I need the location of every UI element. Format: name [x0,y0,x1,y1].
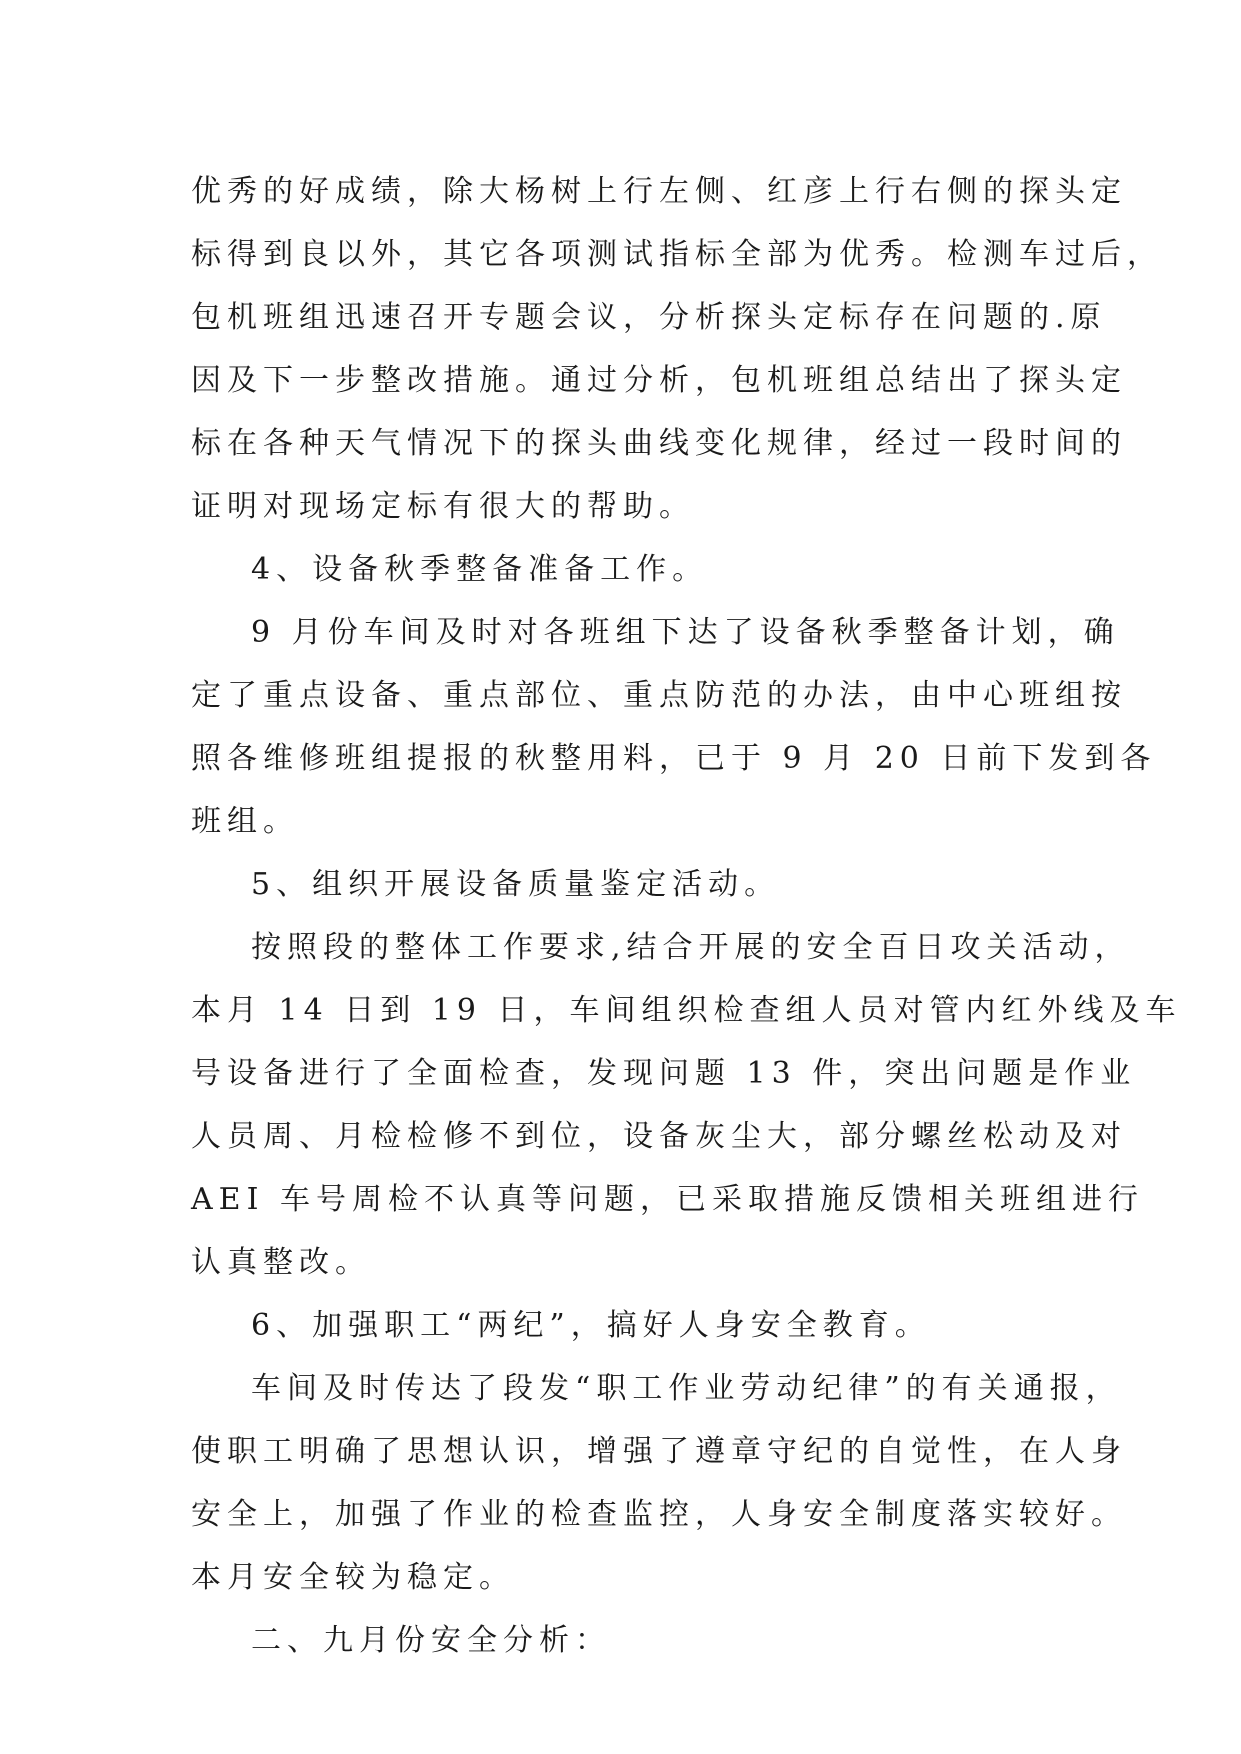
text-line: 6、加强职工“两纪”，搞好人身安全教育。 [251,1308,931,1343]
text-line: 安全上，加强了作业的检查监控，人身安全制度落实较好。 [191,1497,1127,1532]
document-body [191,160,1182,1672]
text-line: 按照段的整体工作要求,结合开展的安全百日攻关活动， [251,930,1131,965]
text-line: 定了重点设备、重点部位、重点防范的办法，由中心班组按 [191,678,1127,713]
text-line: 优秀的好成绩，除大杨树上行左侧、红彦上行右侧的探头定 [191,174,1127,209]
text-line: 本月安全较为稳定。 [191,1560,515,1595]
text-line: 9 月份车间及时对各班组下达了设备秋季整备计划，确 [251,615,1120,650]
text-line: 照各维修班组提报的秋整用料，已于 9 月 20 日前下发到各 [191,741,1157,776]
text-line: 二、九月份安全分析： [251,1623,611,1658]
text-line: 号设备进行了全面检查，发现问题 13 件，突出问题是作业 [191,1056,1137,1091]
text-line: 证明对现场定标有很大的帮助。 [191,489,695,524]
text-line: 包机班组迅速召开专题会议，分析探头定标存在问题的.原 [191,300,1107,335]
text-line: AEI 车号周检不认真等问题，已采取措施反馈相关班组进行 [191,1182,1144,1217]
text-line: 4、设备秋季整备准备工作。 [251,552,709,587]
text-line: 认真整改。 [191,1245,371,1280]
text-line: 使职工明确了思想认识，增强了遵章守纪的自觉性，在人身 [191,1434,1127,1469]
text-line: 班组。 [191,804,299,839]
text-line: 人员周、月检检修不到位，设备灰尘大，部分螺丝松动及对 [191,1119,1127,1154]
text-line: 车间及时传达了段发“职工作业劳动纪律”的有关通报， [251,1371,1122,1406]
text-line: 标得到良以外，其它各项测试指标全部为优秀。检测车过后， [191,237,1163,272]
text-line: 5、组织开展设备质量鉴定活动。 [251,867,781,902]
text-line: 标在各种天气情况下的探头曲线变化规律，经过一段时间的 [191,426,1127,461]
text-line: 本月 14 日到 19 日，车间组织检查组人员对管内红外线及车 [191,993,1182,1028]
text-line: 因及下一步整改措施。通过分析，包机班组总结出了探头定 [191,363,1127,398]
